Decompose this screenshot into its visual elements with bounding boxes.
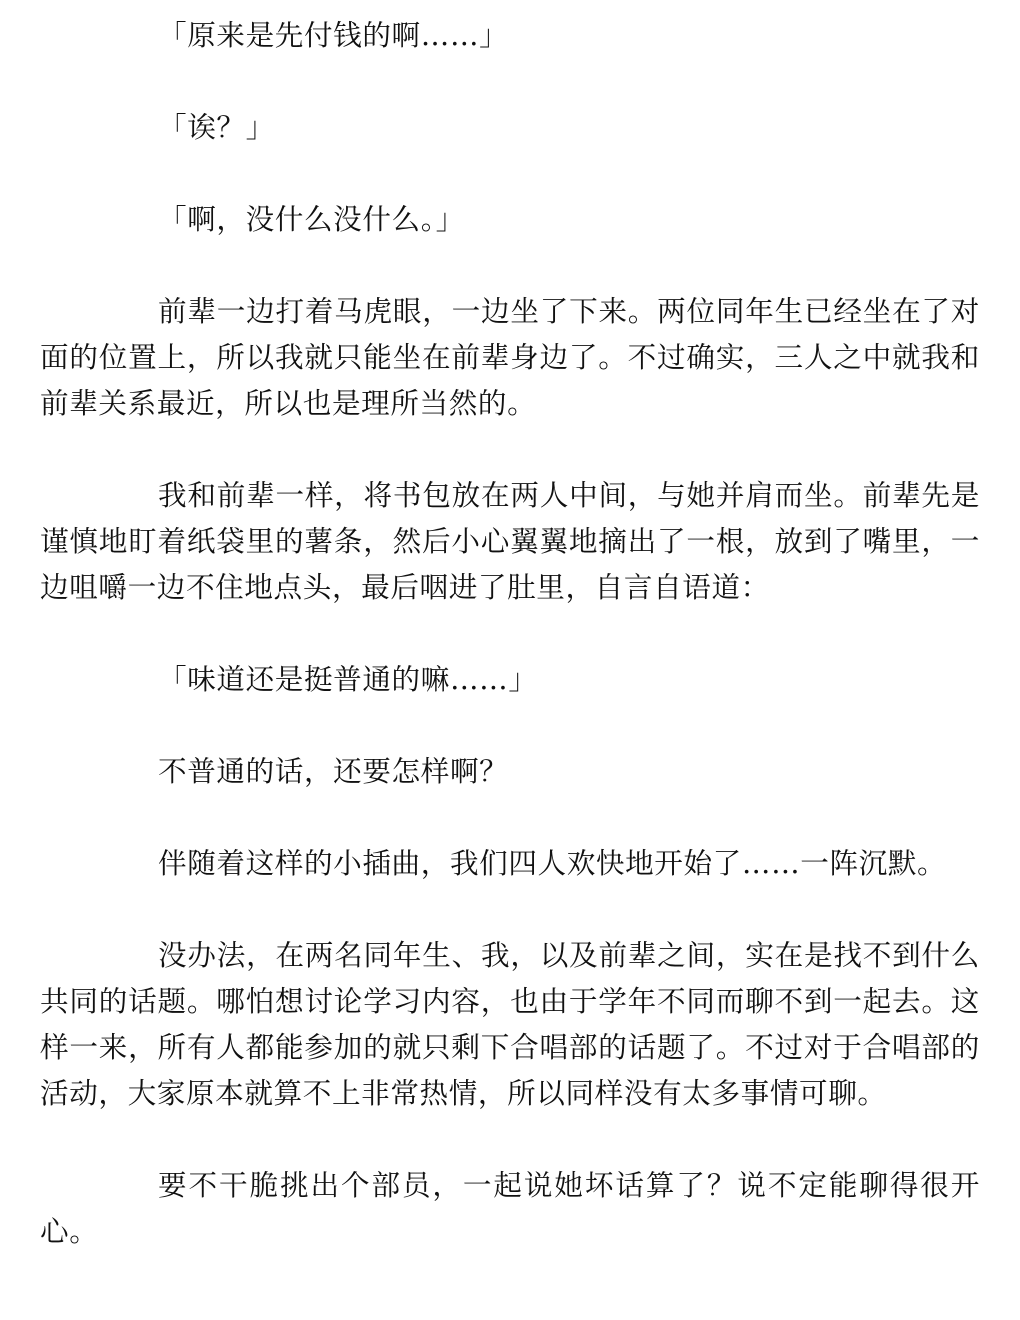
- paragraph-4: 前辈一边打着马虎眼，一边坐了下来。两位同年生已经坐在了对面的位置上，所以我就只能坐在前辈身边了。不过确实，三人之中就我和前辈关系最近，所以也是理所当然的。: [40, 294, 980, 420]
- paragraph-3: 「啊，没什么没什么。」: [158, 202, 465, 236]
- paragraph-5: 我和前辈一样，将书包放在两人中间，与她并肩而坐。前辈先是谨慎地盯着纸袋里的薯条，然后小心翼翼地摘出了一根，放到了嘴里，一边咀嚼一边不住地点头，最后咽进了肚里，自言自语道：: [40, 478, 980, 604]
- paragraph-1: 「原来是先付钱的啊……」: [158, 18, 509, 52]
- paragraph-8: 伴随着这样的小插曲，我们四人欢快地开始了……一阵沉默。: [158, 846, 947, 880]
- paragraph-6: 「味道还是挺普通的嘛……」: [158, 662, 538, 696]
- paragraph-9: 没办法，在两名同年生、我，以及前辈之间，实在是找不到什么共同的话题。哪怕想讨论学习内容，也由于学年不同而聊不到一起去。这样一来，所有人都能参加的就只剩下合唱部的话题了。不过对于合唱部的活动，大家原本就算不上非常热情，所以同样没有太多事情可聊。: [40, 938, 980, 1110]
- paragraph-7: 不普通的话，还要怎样啊？: [158, 754, 509, 788]
- paragraph-10: 要不干脆挑出个部员，一起说她坏话算了？说不定能聊得很开心。: [40, 1168, 980, 1248]
- paragraph-2: 「诶？」: [158, 110, 275, 144]
- document-page: [40, 12, 980, 1300]
